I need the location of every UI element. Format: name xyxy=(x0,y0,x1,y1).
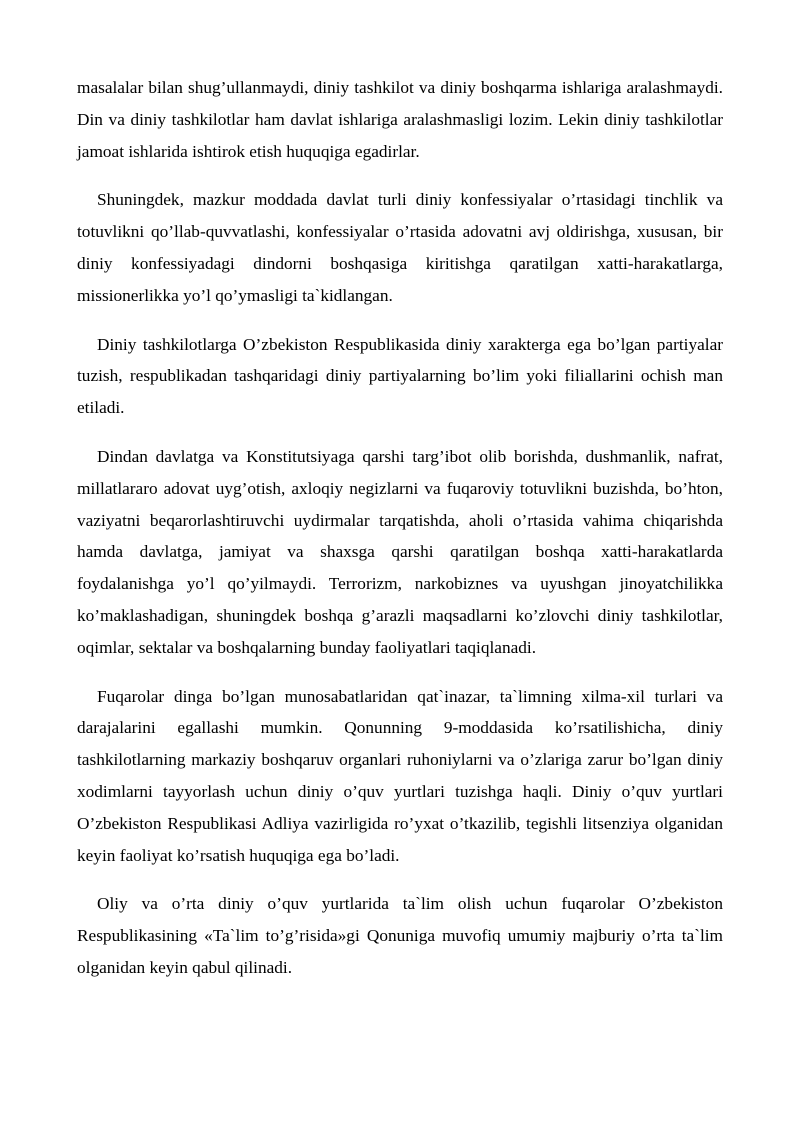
paragraph-confession-harmony: Shuningdek, mazkur moddada davlat turli diniy konfessiyalar o’rtasidagi tinchlik va totuvlikni qo’llab-quvvatlashi, konfessiyalar o’rtasida adovatni avj oldirishga, xususan, bir diniy konfessiyadagi dindorni boshqasiga kiritishga qaratilgan xatti-harakatlarga, missionerlikka yo’l qo’ymasligi ta`kidlangan. xyxy=(77,190,723,305)
paragraph-prohibited-activities: Dindan davlatga va Konstitutsiyaga qarshi targ’ibot olib borishda, dushmanlik, nafrat, millatlararo adovat uyg’otish, axloqiy negizlarni va fuqaroviy totuvlikni buzishda, bo’hton, vaziyatni beqarorlashtiruvchi uydirmalar tarqatishda, aholi o’rtasida vahima chiqarishda hamda davlatga, jamiyat va shaxsga qarshi qaratilgan boshqa xatti-harakatlarda foydalanishga yo’l qo’yilmaydi. Terrorizm, narkobiznes va uyushgan jinoyatchilikka ko’maklashadigan, shuningdek boshqa g’arazli maqsadlarni ko’zlovchi diniy tashkilotlar, oqimlar, sektalar va boshqalarning bunday faoliyatlari taqiqlanadi. xyxy=(77,446,723,657)
paragraph-continuation: masalalar bilan shug’ullanmaydi, diniy tashkilot va diniy boshqarma ishlariga aralashmaydi. Din va diniy tashkilotlar ham davlat ishlariga aralashmasligi lozim. Lekin diniy tashkilotlar jamoat ishlarida ishtirok etish huquqiga egadirlar. xyxy=(77,78,723,161)
paragraph-admission: Oliy va o’rta diniy o’quv yurtlarida ta`lim olish uchun fuqarolar O’zbekiston Respublikasining «Ta`lim to’g’risida»gi Qonuniga muvofiq umumiy majburiy o’rta ta`lim olganidan keyin qabul qilinadi. xyxy=(77,894,723,977)
paragraph-religious-parties: Diniy tashkilotlarga O’zbekiston Respublikasida diniy xarakterga ega bo’lgan partiyalar tuzish, respublikadan tashqaridagi diniy partiyalarning bo’lim yoki filiallarini ochish man etiladi. xyxy=(77,334,723,418)
document-body xyxy=(77,72,723,1001)
paragraph-religious-education: Fuqarolar dinga bo’lgan munosabatlaridan qat`inazar, ta`limning xilma-xil turlari va darajalarini egallashi mumkin. Qonunning 9-moddasida ko’rsatilishicha, diniy tashkilotlarning markaziy boshqaruv organlari ruhoniylarni va o’zlariga zarur bo’lgan diniy xodimlarni tayyorlash uchun diniy o’quv yurtlari tuzishga haqli. Diniy o’quv yurtlari O’zbekiston Respublikasi Adliya vazirligida ro’yxat o’tkazilib, tegishli litsenziya olganidan keyin faoliyat ko’rsatish huquqiga ega bo’ladi. xyxy=(77,686,723,865)
